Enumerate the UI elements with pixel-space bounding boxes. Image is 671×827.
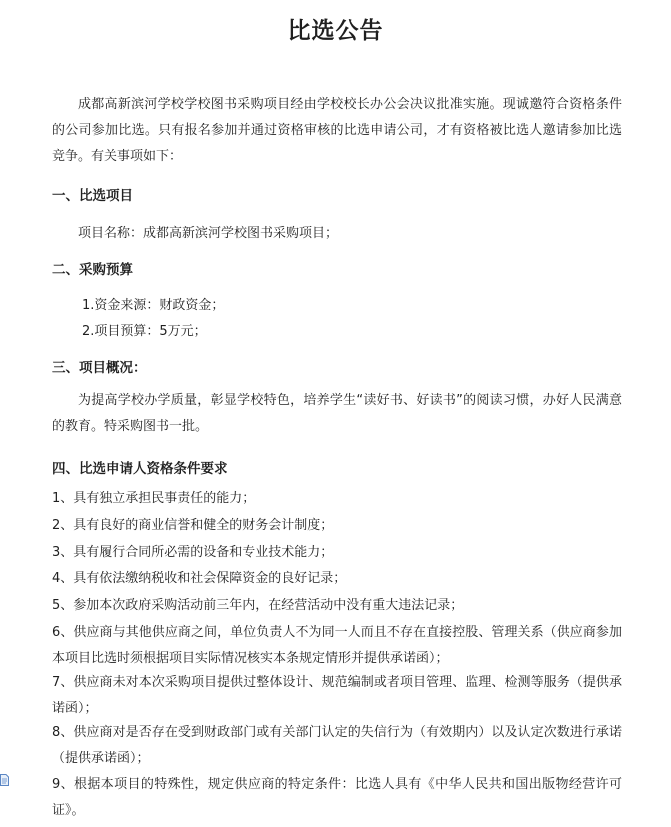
requirement-6: 6、供应商与其他供应商之间，单位负责人不为同一人而且不存在直接控股、管理关系（供应商参加本项目比选时须根据项目实际情况核实本条规定情形并提供承诺函）； <box>52 625 622 666</box>
requirement-9: 9、根据本项目的特殊性，规定供应商的特定条件：比选人具有《中华人民共和国出版物经营许可证》。 <box>52 777 622 818</box>
budget-item-1: 1.资金来源：财政资金； <box>82 298 225 313</box>
page-title: 比选公告 <box>287 18 384 44</box>
requirement-5: 5、参加本次政府采购活动前三年内，在经营活动中没有重大违法记录； <box>52 598 464 613</box>
requirement-1: 1、具有独立承担民事责任的能力； <box>52 491 256 506</box>
requirement-3: 3、具有履行合同所必需的设备和专业技术能力； <box>52 545 334 560</box>
overview-paragraph: 为提高学校办学质量，彰显学校特色，培养学生“读好书、好读书”的阅读习惯，办好人民满意的教育。特采购图书一批。 <box>52 393 622 434</box>
intro-paragraph: 成都高新滨河学校学校图书采购项目经由学校校长办公会决议批准实施。现诚邀符合资格条件的公司参加比选。只有报名参加并通过资格审核的比选申请公司，才有资格被比选人邀请参加比选竞争。有关事项如下： <box>52 97 622 164</box>
requirement-7: 7、供应商未对本次采购项目提供过整体设计、规范编制或者项目管理、监理、检测等服务（提供承诺函）； <box>52 675 622 716</box>
requirement-2: 2、具有良好的商业信誉和健全的财务会计制度； <box>52 518 334 533</box>
budget-item-2: 2.项目预算：5万元； <box>82 324 207 339</box>
section3-heading: 三、项目概况： <box>52 360 147 376</box>
section1-heading: 一、比选项目 <box>52 188 133 204</box>
document-icon[interactable] <box>0 774 9 786</box>
project-name: 项目名称：成都高新滨河学校图书采购项目； <box>78 226 339 241</box>
requirement-8: 8、供应商对是否存在受到财政部门或有关部门认定的失信行为（有效期内）以及认定次数进行承诺（提供承诺函）； <box>52 725 622 766</box>
section2-heading: 二、采购预算 <box>52 262 133 278</box>
section4-heading: 四、比选申请人资格条件要求 <box>52 461 228 477</box>
requirement-4: 4、具有依法缴纳税收和社会保障资金的良好记录； <box>52 571 347 586</box>
